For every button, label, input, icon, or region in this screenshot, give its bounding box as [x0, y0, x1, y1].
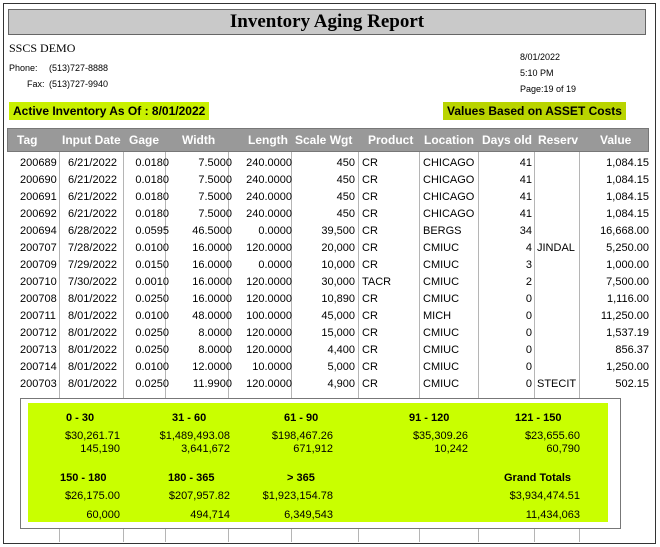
cell-date: 6/21/2022 [68, 157, 117, 169]
cell-tag: 200707 [20, 242, 57, 254]
cell-length: 120.0000 [246, 378, 292, 390]
cell-wgt: 450 [336, 157, 355, 169]
cell-value: 16,668.00 [600, 225, 649, 237]
fax-label: Fax: [27, 79, 45, 89]
cell-gage: 0.0250 [135, 327, 169, 339]
summary-bucket-121-150-weight: 60,790 [546, 443, 580, 455]
cell-days: 41 [519, 174, 532, 186]
col-location: Location [424, 133, 474, 147]
cell-value: 1,084.15 [606, 174, 649, 186]
table-header [7, 128, 649, 152]
summary-bucket-180-365-weight: 494,714 [190, 509, 230, 521]
cell-location: BERGS [423, 225, 462, 237]
cell-width: 12.0000 [192, 361, 232, 373]
cell-date: 8/01/2022 [68, 361, 117, 373]
report-date: 8/01/2022 [520, 52, 561, 62]
cell-length: 240.0000 [246, 208, 292, 220]
cell-wgt: 10,890 [321, 293, 355, 305]
cell-length: 120.0000 [246, 276, 292, 288]
cell-days: 0 [525, 327, 532, 339]
cell-product: CR [362, 259, 378, 271]
cell-days: 0 [525, 378, 532, 390]
cell-value: 1,000.00 [606, 259, 649, 271]
cell-wgt: 39,500 [321, 225, 355, 237]
cell-width: 16.0000 [192, 276, 232, 288]
cell-product: CR [362, 191, 378, 203]
cell-location: CMIUC [423, 361, 460, 373]
summary-bucket-0-30-label: 0 - 30 [66, 412, 95, 424]
cell-tag: 200711 [20, 310, 56, 322]
cell-date: 6/21/2022 [68, 208, 117, 220]
summary-bucket-91-120-label: 91 - 120 [409, 412, 450, 424]
cell-length: 0.0000 [258, 225, 292, 237]
col-tag: Tag [17, 133, 38, 147]
cell-product: CR [362, 242, 378, 254]
table-row [7, 189, 649, 206]
cell-tag: 200710 [20, 276, 57, 288]
cell-location: CMIUC [423, 259, 460, 271]
cell-value: 11,250.00 [600, 310, 649, 322]
cell-days: 41 [519, 157, 532, 169]
cell-location: CHICAGO [423, 157, 475, 169]
cell-length: 10.0000 [252, 361, 292, 373]
cell-length: 0.0000 [258, 259, 292, 271]
cell-width: 7.5000 [198, 191, 232, 203]
cell-date: 8/01/2022 [68, 293, 117, 305]
cell-location: CMIUC [423, 344, 460, 356]
summary-bucket-31-60-label: 31 - 60 [172, 412, 207, 424]
summary-bucket-0-30-weight: 145,190 [80, 443, 120, 455]
cell-width: 11.9900 [193, 378, 232, 390]
cell-reserv: JINDAL [537, 242, 575, 254]
cell-tag: 200703 [20, 378, 57, 390]
cell-tag: 200689 [20, 157, 57, 169]
cell-days: 41 [519, 191, 532, 203]
summary-bucket-61-90-weight: 671,912 [293, 443, 333, 455]
cell-length: 120.0000 [246, 242, 292, 254]
cell-gage: 0.0250 [135, 293, 169, 305]
cell-tag: 200713 [20, 344, 57, 356]
cell-value: 1,084.15 [606, 191, 649, 203]
cell-product: CR [362, 361, 378, 373]
cell-product: CR [362, 293, 378, 305]
cell-wgt: 4,900 [327, 378, 355, 390]
cell-width: 8.0000 [198, 344, 232, 356]
cell-wgt: 20,000 [321, 242, 355, 254]
cell-days: 3 [525, 259, 532, 271]
cell-width: 7.5000 [198, 208, 232, 220]
cell-width: 16.0000 [192, 242, 232, 254]
cell-location: CMIUC [423, 276, 460, 288]
cell-tag: 200712 [20, 327, 57, 339]
cell-product: CR [362, 157, 378, 169]
table-row [7, 223, 649, 240]
col-scale-wgt: Scale Wgt [295, 133, 353, 147]
cell-location: CMIUC [423, 327, 460, 339]
cell-gage: 0.0180 [135, 174, 169, 186]
summary-grand-totals-label: Grand Totals [504, 472, 572, 484]
cell-length: 240.0000 [246, 174, 292, 186]
cell-wgt: 450 [336, 191, 355, 203]
col-input-date: Input Date [62, 133, 121, 147]
table-row [7, 291, 649, 308]
cell-gage: 0.0180 [135, 157, 169, 169]
cell-date: 6/28/2022 [68, 225, 117, 237]
cell-width: 46.5000 [192, 225, 232, 237]
cell-gage: 0.0010 [135, 276, 169, 288]
cell-value: 502.15 [615, 378, 649, 390]
cell-gage: 0.0100 [135, 310, 169, 322]
cell-location: CMIUC [423, 378, 460, 390]
table-row [7, 359, 649, 376]
cell-tag: 200690 [20, 174, 57, 186]
cell-tag: 200692 [20, 208, 57, 220]
cell-tag: 200694 [20, 225, 57, 237]
cell-date: 7/28/2022 [68, 242, 117, 254]
cell-gage: 0.0100 [135, 242, 169, 254]
cell-location: CMIUC [423, 293, 460, 305]
active-inventory-label: Active Inventory As Of : 8/01/2022 [9, 102, 209, 120]
table-row [7, 325, 649, 342]
cell-width: 16.0000 [192, 293, 232, 305]
summary-bucket-365-plus-label: > 365 [287, 472, 315, 484]
table-row [7, 274, 649, 291]
cell-wgt: 450 [336, 174, 355, 186]
cell-days: 0 [525, 361, 532, 373]
report-time: 5:10 PM [520, 68, 554, 78]
cell-value: 1,084.15 [606, 208, 649, 220]
cell-tag: 200691 [20, 191, 57, 203]
cell-value: 1,116.00 [606, 293, 649, 305]
cell-date: 6/21/2022 [68, 174, 117, 186]
summary-grand-totals-weight: 11,434,063 [525, 509, 580, 521]
summary-bucket-61-90-amount: $198,467.26 [271, 430, 333, 442]
cell-wgt: 4,400 [327, 344, 355, 356]
summary-bucket-121-150-label: 121 - 150 [515, 412, 562, 424]
cell-product: CR [362, 327, 378, 339]
cell-width: 48.0000 [192, 310, 232, 322]
cell-length: 100.0000 [246, 310, 292, 322]
cell-gage: 0.0150 [135, 259, 169, 271]
cell-length: 240.0000 [246, 157, 292, 169]
cell-value: 7,500.00 [606, 276, 649, 288]
col-value: Value [600, 133, 632, 147]
col-length: Length [248, 133, 288, 147]
cell-location: CHICAGO [423, 191, 475, 203]
cell-date: 8/01/2022 [68, 327, 117, 339]
table-row [7, 308, 649, 325]
cell-product: CR [362, 225, 378, 237]
cell-location: CMIUC [423, 242, 460, 254]
cell-wgt: 450 [336, 208, 355, 220]
summary-grand-totals-amount: $3,934,474.51 [509, 490, 580, 502]
phone-value: (513)727-8888 [49, 63, 109, 73]
cell-gage: 0.0100 [135, 361, 169, 373]
cell-tag: 200709 [20, 259, 57, 271]
cell-days: 2 [525, 276, 532, 288]
cell-date: 8/01/2022 [68, 344, 117, 356]
cell-gage: 0.0180 [135, 208, 169, 220]
cell-date: 7/29/2022 [68, 259, 117, 271]
cell-date: 8/01/2022 [68, 378, 117, 390]
cell-gage: 0.0250 [135, 378, 169, 390]
cell-width: 8.0000 [198, 327, 232, 339]
fax-value: (513)727-9940 [49, 79, 109, 89]
cell-tag: 200708 [20, 293, 57, 305]
cell-wgt: 45,000 [321, 310, 355, 322]
summary-bucket-91-120-weight: 10,242 [434, 443, 468, 455]
cell-date: 8/01/2022 [68, 310, 117, 322]
phone-label: Phone: [9, 63, 38, 73]
summary-bucket-150-180-label: 150 - 180 [60, 472, 107, 484]
summary-bucket-150-180-weight: 60,000 [86, 509, 120, 521]
summary-bucket-31-60-weight: 3,641,672 [181, 443, 230, 455]
cell-location: MICH [423, 310, 452, 322]
cell-gage: 0.0595 [135, 225, 169, 237]
col-width: Width [182, 133, 216, 147]
col-product: Product [368, 133, 414, 147]
cell-width: 7.5000 [198, 157, 232, 169]
cell-location: CHICAGO [423, 208, 475, 220]
cell-days: 34 [519, 225, 532, 237]
summary-bucket-91-120-amount: $35,309.26 [412, 430, 468, 442]
col-days-old: Days old [482, 133, 533, 147]
cell-product: TACR [362, 276, 392, 288]
cell-reserv: STECIT [537, 378, 577, 390]
table-row [7, 240, 649, 257]
table-row [7, 376, 649, 393]
cell-product: CR [362, 208, 378, 220]
values-basis-label: Values Based on ASSET Costs [443, 102, 626, 120]
cell-product: CR [362, 378, 378, 390]
cell-wgt: 5,000 [327, 361, 355, 373]
cell-length: 120.0000 [246, 327, 292, 339]
cell-product: CR [362, 310, 378, 322]
summary-bucket-121-150-amount: $23,655.60 [524, 430, 580, 442]
cell-width: 7.5000 [198, 174, 232, 186]
summary-bucket-150-180-amount: $26,175.00 [64, 490, 120, 502]
report-title-bar [8, 9, 646, 35]
cell-value: 1,537.19 [606, 327, 649, 339]
table-row [7, 257, 649, 274]
summary-bucket-180-365-label: 180 - 365 [168, 472, 215, 484]
col-reserv: Reserv [538, 133, 579, 147]
cell-wgt: 15,000 [321, 327, 355, 339]
summary-bucket-365-plus-amount: $1,923,154.78 [262, 490, 333, 502]
cell-value: 1,250.00 [606, 361, 649, 373]
col-gage: Gage [129, 133, 160, 147]
cell-width: 16.0000 [192, 259, 232, 271]
table-row [7, 155, 649, 172]
cell-days: 4 [525, 242, 532, 254]
cell-product: CR [362, 344, 378, 356]
summary-bucket-0-30-amount: $30,261.71 [64, 430, 120, 442]
cell-value: 856.37 [615, 344, 649, 356]
cell-gage: 0.0250 [135, 344, 169, 356]
cell-gage: 0.0180 [135, 191, 169, 203]
cell-days: 0 [525, 293, 532, 305]
cell-days: 41 [519, 208, 532, 220]
summary-bucket-365-plus-weight: 6,349,543 [284, 509, 333, 521]
summary-bucket-61-90-label: 61 - 90 [284, 412, 319, 424]
cell-length: 120.0000 [246, 344, 292, 356]
cell-wgt: 30,000 [321, 276, 355, 288]
cell-days: 0 [525, 310, 532, 322]
cell-tag: 200714 [20, 361, 57, 373]
table-row [7, 172, 649, 189]
cell-location: CHICAGO [423, 174, 475, 186]
cell-days: 0 [525, 344, 532, 356]
cell-product: CR [362, 174, 378, 186]
cell-value: 1,084.15 [606, 157, 649, 169]
cell-date: 6/21/2022 [68, 191, 117, 203]
report-page-number: Page:19 of 19 [520, 84, 577, 94]
report-title: Inventory Aging Report [229, 11, 425, 32]
cell-length: 120.0000 [246, 293, 292, 305]
cell-length: 240.0000 [246, 191, 292, 203]
cell-wgt: 10,000 [321, 259, 355, 271]
table-row [7, 206, 649, 223]
company-name: SSCS DEMO [9, 41, 76, 55]
summary-bucket-180-365-amount: $207,957.82 [168, 490, 230, 502]
summary-bucket-31-60-amount: $1,489,493.08 [159, 430, 230, 442]
cell-date: 7/30/2022 [68, 276, 117, 288]
table-row [7, 342, 649, 359]
cell-value: 5,250.00 [606, 242, 649, 254]
